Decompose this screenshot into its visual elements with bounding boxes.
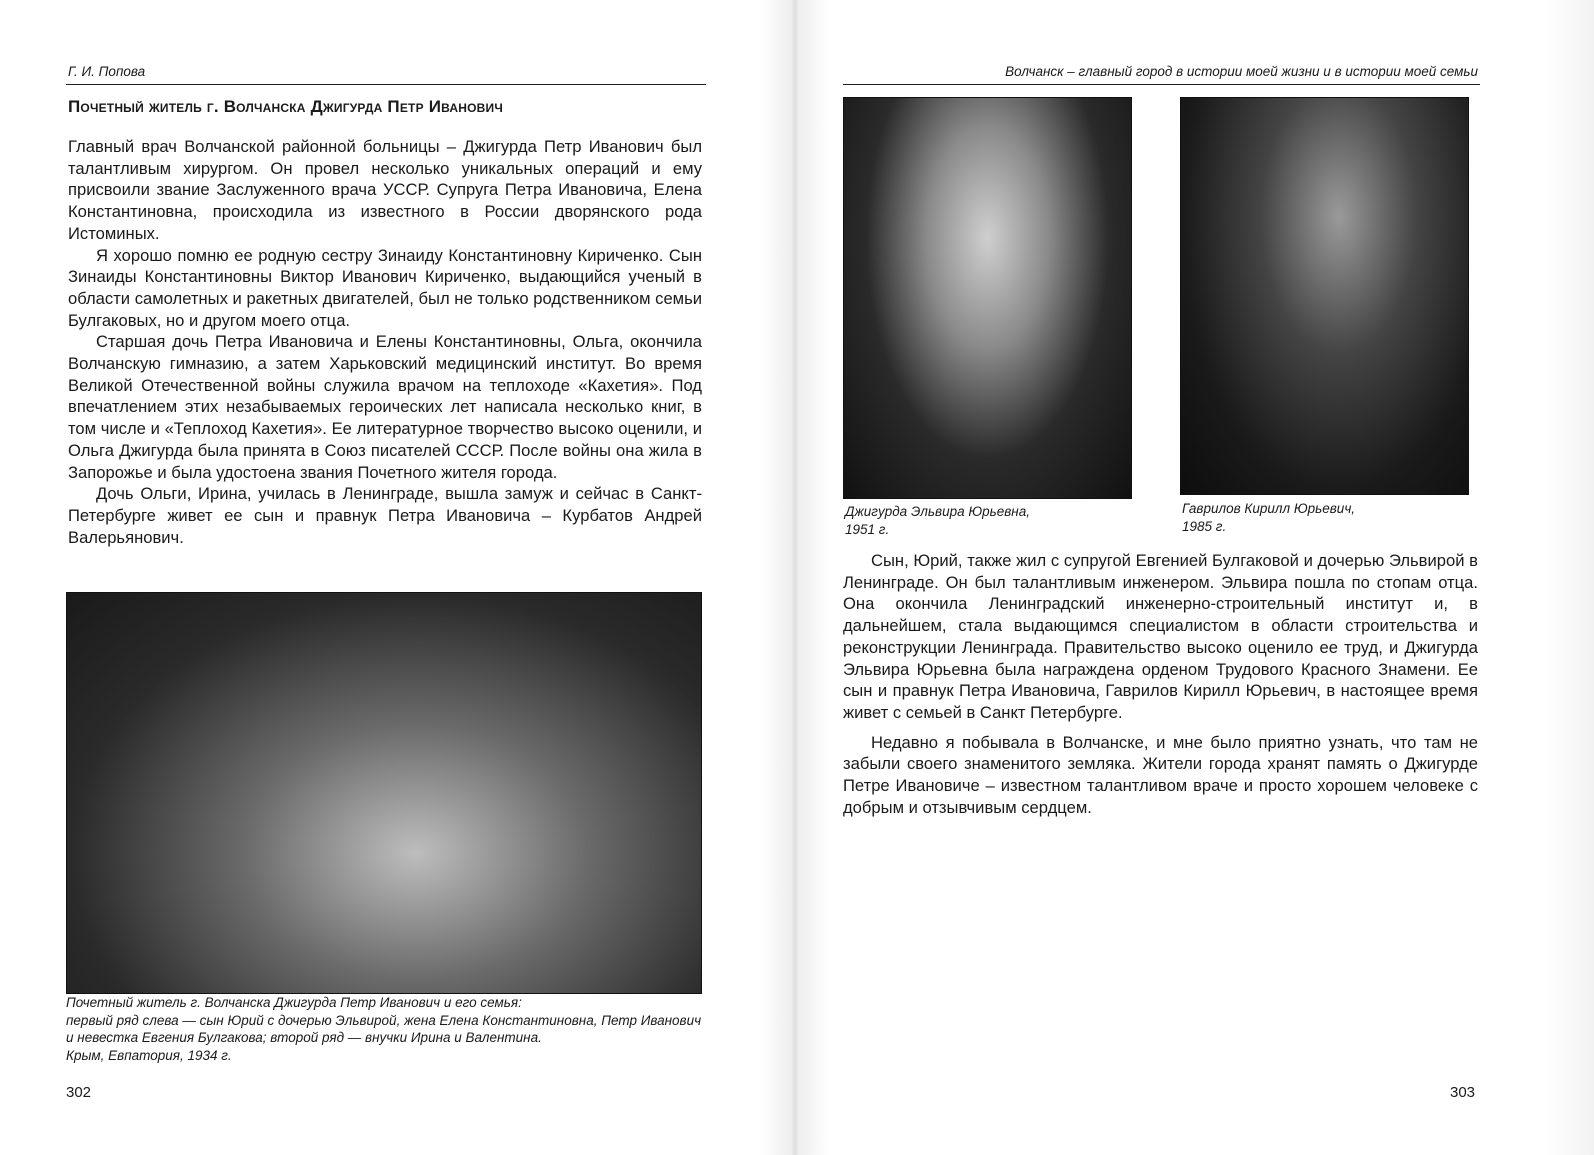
kirill-portrait-photo: [1180, 97, 1469, 495]
paragraph: Сын, Юрий, также жил с супругой Евгенией Булгаковой и дочерью Эльвирой в Ленинграде. Он был талантливым инженером. Эльвира пошла по стопам отца. Она окончила Ленинградский инженерно-строительный институт и, в дальнейшем, стала выдающимся специалистом в области строительства и реконструкции Ленинграда. Правительство высоко оценило ее труд, и Джигурда Эльвира Юрьевна была награждена орденом Трудового Красного Знамени. Ее сын и правнук Петра Ивановича, Гаврилов Кирилл Юрьевич, в настоящее время живет с семьей в Санкт Петербурге.: [843, 551, 1478, 722]
right-page-number: 303: [1450, 1084, 1476, 1101]
paragraph: Главный врач Волчанской районной больницы – Джигурда Петр Иванович был талантливым хирургом. Он провел несколько уникальных операций и ему присвоили звание Заслуженного врача УССР. Супруга Петра Ивановича, Елена Константиновна, происходила из известного в России дворянского рода Истоминых.: [68, 137, 702, 243]
caption-line: 1985 г.: [1182, 518, 1227, 534]
elvira-portrait-photo: [843, 97, 1132, 499]
paragraph: Я хорошо помню ее родную сестру Зинаиду Константиновну Кириченко. Сын Зинаиды Константиновны Виктор Иванович Кириченко, выдающийся ученый в области самолетных и ракетных двигателей, был не только родственником семьи Булгаковых, но и другом моего отца.: [68, 245, 702, 330]
left-body-text: [68, 136, 702, 548]
right-running-head: Волчанск – главный город в истории моей жизни и в истории моей семьи: [1005, 64, 1478, 79]
left-page-number: 302: [66, 1084, 92, 1101]
left-running-head: Г. И. Попова: [68, 64, 146, 79]
caption-line: первый ряд слева — сын Юрий с дочерью Эльвирой, жена Елена Константиновна, Петр Иванович и невестка Евгения Булгакова; второй ряд — внучки Ирина и Валентина.: [66, 1012, 702, 1045]
family-photo: [66, 592, 702, 994]
caption-line: Джигурда Эльвира Юрьевна,: [845, 504, 1030, 519]
kirill-photo-caption: [1182, 500, 1472, 535]
section-heading: Почетный житель г. Волчанска Джигурда Петр Иванович: [68, 97, 503, 116]
paragraph: Дочь Ольги, Ирина, училась в Ленинграде, вышла замуж и сейчас в Санкт-Петербурге живет ее сын и правнук Петра Ивановича – Курбатов Андрей Валерьянович.: [68, 484, 702, 547]
caption-line: 1951 г.: [845, 521, 890, 537]
paragraph: Старшая дочь Петра Ивановича и Елены Константиновны, Ольга, окончила Волчанскую гимназию, а затем Харьковский медицинский институт. Во время Великой Отечественной войны служила врачом на теплоходе «Кахетия». Под впечатлением этих незабываемых героических лет написала несколько книг, в том числе и «Теплоход Кахетия». Ее литературное творчество высоко оценили, и Ольга Джигурда была принята в Союз писателей СССР. После войны она жила в Запорожье и была удостоена звания Почетного жителя города.: [68, 332, 702, 482]
book-gutter: [760, 0, 830, 1155]
left-header-rule: [66, 84, 706, 85]
caption-line: Крым, Евпатория, 1934 г.: [66, 1047, 232, 1063]
caption-line: Гаврилов Кирилл Юрьевич,: [1182, 501, 1356, 516]
right-body-text: [843, 550, 1478, 818]
paragraph: Недавно я побывала в Волчанске, и мне было приятно узнать, что там не забыли своего знаменитого земляка. Жители города хранят память о Джигурде Петре Ивановиче – известном талантливом враче и просто хорошем человеке с добрым и отзывчивым сердцем.: [843, 732, 1478, 817]
elvira-photo-caption: [845, 503, 1145, 538]
right-header-rule: [843, 84, 1480, 85]
family-photo-caption: [66, 994, 706, 1064]
page-edge: [1544, 0, 1594, 1155]
caption-line: Почетный житель г. Волчанска Джигурда Петр Иванович и его семья:: [66, 995, 522, 1010]
